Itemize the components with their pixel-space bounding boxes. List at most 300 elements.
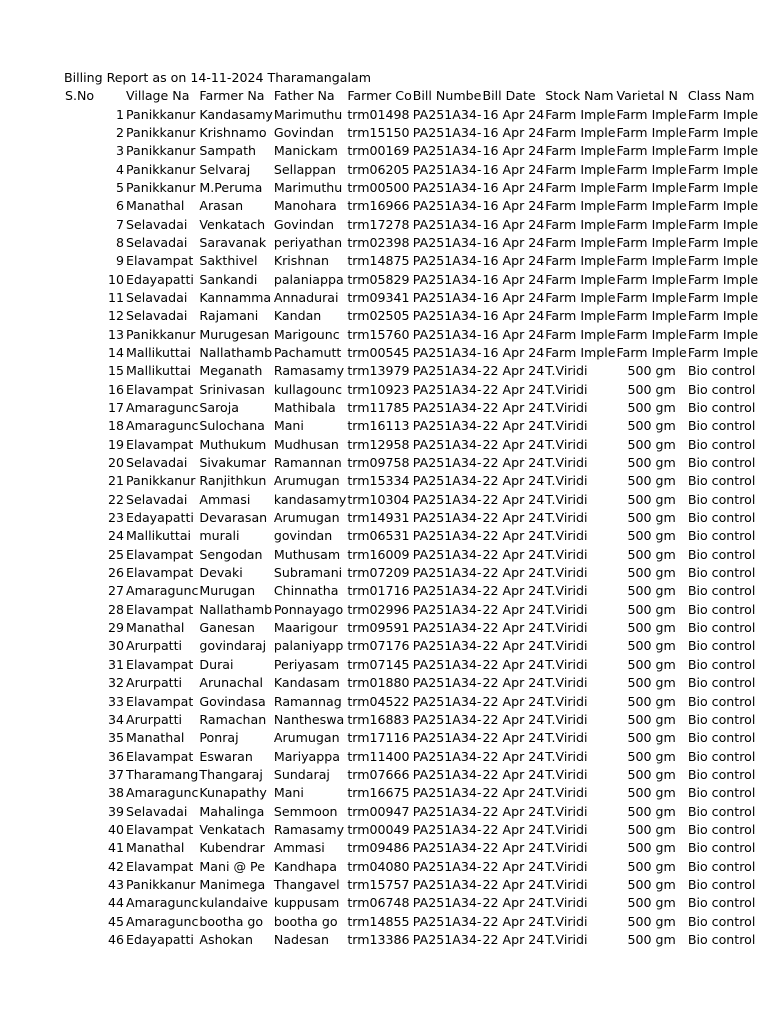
cell-sno: 39 — [107, 803, 124, 819]
cell-bill-number: PA251A34- — [412, 216, 482, 232]
cell-farmer-code: trm06531 — [347, 528, 410, 544]
cell-class-name: Bio control — [687, 620, 756, 636]
cell-sno: 17 — [107, 400, 124, 416]
cell-sno: 3 — [115, 143, 124, 159]
cell-class-name: Bio control — [687, 565, 756, 581]
cell-village-name: Amaragunc — [126, 583, 199, 599]
cell-stock-name: T.Viridi — [545, 528, 588, 544]
cell-stock-name: T.Viridi — [545, 693, 588, 709]
cell-bill-date: 22 Apr 24 — [482, 400, 545, 416]
cell-sno: 25 — [107, 546, 124, 562]
cell-farmer-name: Saroja — [199, 400, 239, 416]
cell-village-name: Tharamang — [126, 766, 199, 782]
cell-bill-date: 22 Apr 24 — [482, 675, 545, 691]
cell-class-name: Bio control — [687, 785, 756, 801]
cell-stock-name: T.Viridi — [545, 473, 588, 489]
cell-varietal-name: Farm Imple — [616, 216, 687, 232]
cell-class-name: Bio control — [687, 583, 756, 599]
cell-farmer-name: Mahalinga — [199, 803, 265, 819]
cell-farmer-code: trm00049 — [347, 821, 410, 837]
cell-father-name: Krishnan — [273, 253, 330, 269]
table-row — [64, 307, 758, 325]
cell-varietal-name: 500 gm — [627, 821, 676, 837]
cell-sno: 18 — [107, 418, 124, 434]
cell-bill-number: PA251A34- — [412, 748, 482, 764]
header-sno: S.No — [65, 88, 95, 104]
cell-sno: 15 — [107, 363, 124, 379]
cell-bill-date: 16 Apr 24 — [482, 216, 545, 232]
cell-village-name: Arurpatti — [126, 675, 183, 691]
cell-sno: 30 — [107, 638, 124, 654]
cell-bill-date: 22 Apr 24 — [482, 363, 545, 379]
cell-father-name: Periyasam — [273, 656, 340, 672]
cell-farmer-name: Durai — [199, 656, 234, 672]
cell-bill-date: 22 Apr 24 — [482, 601, 545, 617]
cell-sno: 34 — [107, 711, 124, 727]
cell-farmer-code: trm15334 — [347, 473, 410, 489]
cell-farmer-code: trm13386 — [347, 931, 410, 947]
cell-father-name: Subramani — [273, 565, 343, 581]
cell-stock-name: T.Viridi — [545, 601, 588, 617]
cell-sno: 2 — [115, 124, 124, 140]
cell-farmer-code: trm00545 — [347, 344, 410, 360]
cell-farmer-code: trm14855 — [347, 913, 410, 929]
table-row — [64, 711, 758, 729]
cell-village-name: Elavampat — [126, 656, 194, 672]
cell-stock-name: T.Viridi — [545, 455, 588, 471]
cell-class-name: Bio control — [687, 528, 756, 544]
cell-varietal-name: Farm Imple — [616, 308, 687, 324]
cell-farmer-name: Kannamma — [199, 289, 272, 305]
cell-class-name: Farm Imple — [687, 124, 759, 140]
cell-farmer-name: Sakthivel — [199, 253, 258, 269]
cell-village-name: Elavampat — [126, 436, 194, 452]
cell-father-name: Govindan — [273, 124, 334, 140]
cell-village-name: Selavadai — [126, 491, 188, 507]
cell-varietal-name: 500 gm — [627, 785, 676, 801]
cell-sno: 36 — [107, 748, 124, 764]
cell-farmer-name: murali — [199, 528, 240, 544]
cell-village-name: Elavampat — [126, 821, 194, 837]
cell-class-name: Bio control — [687, 546, 756, 562]
cell-class-name: Farm Imple — [687, 143, 759, 159]
cell-stock-name: T.Viridi — [545, 565, 588, 581]
cell-varietal-name: 500 gm — [627, 418, 676, 434]
cell-bill-number: PA251A34- — [412, 601, 482, 617]
cell-stock-name: T.Viridi — [545, 546, 588, 562]
cell-sno: 7 — [115, 216, 124, 232]
cell-class-name: Bio control — [687, 363, 756, 379]
cell-stock-name: T.Viridi — [545, 858, 588, 874]
cell-farmer-name: Nallathamb — [199, 344, 273, 360]
cell-varietal-name: 500 gm — [627, 803, 676, 819]
table-row — [64, 509, 758, 527]
cell-stock-name: T.Viridi — [545, 583, 588, 599]
cell-father-name: palaniyapp — [273, 638, 344, 654]
table-row — [64, 766, 758, 784]
cell-farmer-name: Meganath — [199, 363, 263, 379]
cell-bill-date: 22 Apr 24 — [482, 491, 545, 507]
cell-varietal-name: Farm Imple — [616, 143, 687, 159]
cell-stock-name: T.Viridi — [545, 491, 588, 507]
cell-father-name: Govindan — [273, 216, 334, 232]
cell-farmer-code: trm10923 — [347, 381, 410, 397]
cell-bill-number: PA251A34- — [412, 143, 482, 159]
cell-village-name: Panikkanur — [126, 161, 196, 177]
cell-farmer-name: Arasan — [199, 198, 244, 214]
cell-farmer-code: trm16675 — [347, 785, 410, 801]
table-row — [64, 362, 758, 380]
cell-bill-date: 16 Apr 24 — [482, 271, 545, 287]
cell-varietal-name: 500 gm — [627, 510, 676, 526]
cell-father-name: Mani — [273, 785, 304, 801]
cell-bill-date: 22 Apr 24 — [482, 418, 545, 434]
table-row — [64, 160, 758, 178]
cell-bill-number: PA251A34- — [412, 253, 482, 269]
cell-class-name: Farm Imple — [687, 326, 759, 342]
table-row — [64, 821, 758, 839]
cell-sno: 4 — [115, 161, 124, 177]
cell-bill-number: PA251A34- — [412, 895, 482, 911]
cell-class-name: Bio control — [687, 858, 756, 874]
cell-father-name: Annadurai — [273, 289, 339, 305]
cell-varietal-name: 500 gm — [627, 711, 676, 727]
cell-father-name: Manohara — [273, 198, 337, 214]
cell-class-name: Bio control — [687, 491, 756, 507]
cell-sno: 13 — [107, 326, 124, 342]
cell-varietal-name: Farm Imple — [616, 326, 687, 342]
cell-village-name: Elavampat — [126, 381, 194, 397]
cell-father-name: Mani — [273, 418, 304, 434]
cell-class-name: Bio control — [687, 840, 756, 856]
cell-stock-name: Farm Imple — [545, 271, 616, 287]
cell-village-name: Amaragunc — [126, 895, 199, 911]
cell-varietal-name: Farm Imple — [616, 179, 687, 195]
cell-father-name: Kandhapa — [273, 858, 337, 874]
cell-varietal-name: 500 gm — [627, 528, 676, 544]
cell-bill-number: PA251A34- — [412, 803, 482, 819]
cell-village-name: Selavadai — [126, 216, 188, 232]
cell-bill-date: 16 Apr 24 — [482, 326, 545, 342]
cell-bill-date: 22 Apr 24 — [482, 711, 545, 727]
cell-bill-number: PA251A34- — [412, 289, 482, 305]
cell-varietal-name: 500 gm — [627, 455, 676, 471]
cell-class-name: Bio control — [687, 931, 756, 947]
cell-father-name: Arumugan — [273, 730, 340, 746]
cell-stock-name: T.Viridi — [545, 766, 588, 782]
cell-farmer-code: trm17278 — [347, 216, 410, 232]
table-row — [64, 876, 758, 894]
cell-farmer-name: Devaki — [199, 565, 243, 581]
cell-bill-date: 22 Apr 24 — [482, 546, 545, 562]
cell-bill-number: PA251A34- — [412, 363, 482, 379]
cell-bill-number: PA251A34- — [412, 858, 482, 874]
cell-father-name: Kandasam — [273, 675, 340, 691]
cell-bill-number: PA251A34- — [412, 436, 482, 452]
cell-class-name: Bio control — [687, 510, 756, 526]
cell-class-name: Farm Imple — [687, 179, 759, 195]
cell-village-name: Selavadai — [126, 234, 188, 250]
cell-farmer-code: trm16113 — [347, 418, 410, 434]
cell-father-name: Arumugan — [273, 510, 340, 526]
cell-bill-date: 16 Apr 24 — [482, 234, 545, 250]
cell-village-name: Edayapatti — [126, 510, 194, 526]
cell-sno: 20 — [107, 455, 124, 471]
cell-varietal-name: Farm Imple — [616, 289, 687, 305]
cell-village-name: Selavadai — [126, 289, 188, 305]
table-row — [64, 197, 758, 215]
cell-bill-date: 22 Apr 24 — [482, 436, 545, 452]
table-row — [64, 417, 758, 435]
cell-class-name: Bio control — [687, 638, 756, 654]
table-row — [64, 674, 758, 692]
cell-farmer-code: trm09486 — [347, 840, 410, 856]
cell-sno: 24 — [107, 528, 124, 544]
cell-farmer-code: trm10304 — [347, 491, 410, 507]
table-row — [64, 802, 758, 820]
cell-bill-date: 22 Apr 24 — [482, 858, 545, 874]
cell-varietal-name: 500 gm — [627, 748, 676, 764]
table-row — [64, 784, 758, 802]
cell-bill-date: 16 Apr 24 — [482, 308, 545, 324]
cell-stock-name: Farm Imple — [545, 216, 616, 232]
cell-varietal-name: 500 gm — [627, 565, 676, 581]
cell-village-name: Elavampat — [126, 546, 194, 562]
cell-farmer-code: trm07666 — [347, 766, 410, 782]
cell-class-name: Bio control — [687, 913, 756, 929]
cell-farmer-code: trm06748 — [347, 895, 410, 911]
cell-sno: 23 — [107, 510, 124, 526]
cell-village-name: Manathal — [126, 198, 185, 214]
cell-bill-date: 16 Apr 24 — [482, 161, 545, 177]
cell-varietal-name: 500 gm — [627, 363, 676, 379]
cell-class-name: Farm Imple — [687, 271, 759, 287]
cell-father-name: Marimuthu — [273, 106, 343, 122]
cell-village-name: Elavampat — [126, 601, 194, 617]
cell-stock-name: T.Viridi — [545, 895, 588, 911]
cell-bill-date: 16 Apr 24 — [482, 179, 545, 195]
cell-bill-number: PA251A34- — [412, 455, 482, 471]
cell-village-name: Elavampat — [126, 693, 194, 709]
cell-father-name: palaniappa — [273, 271, 344, 287]
cell-farmer-code: trm16009 — [347, 546, 410, 562]
cell-sno: 28 — [107, 601, 124, 617]
cell-farmer-code: trm07209 — [347, 565, 410, 581]
cell-father-name: kullagounc — [273, 381, 343, 397]
cell-village-name: Panikkanur — [126, 473, 196, 489]
cell-farmer-code: trm02505 — [347, 308, 410, 324]
cell-farmer-code: trm01880 — [347, 675, 410, 691]
table-row — [64, 344, 758, 362]
billing-table — [64, 87, 758, 949]
header-farmer-name: Farmer Na — [199, 88, 265, 104]
table-row — [64, 839, 758, 857]
table-row — [64, 619, 758, 637]
cell-farmer-name: Manimega — [199, 876, 266, 892]
cell-sno: 27 — [107, 583, 124, 599]
table-row — [64, 692, 758, 710]
cell-varietal-name: 500 gm — [627, 895, 676, 911]
cell-farmer-code: trm16883 — [347, 711, 410, 727]
cell-village-name: Mallikuttai — [126, 344, 192, 360]
cell-varietal-name: 500 gm — [627, 601, 676, 617]
cell-class-name: Bio control — [687, 455, 756, 471]
cell-bill-date: 16 Apr 24 — [482, 124, 545, 140]
cell-class-name: Bio control — [687, 711, 756, 727]
cell-bill-number: PA251A34- — [412, 620, 482, 636]
cell-bill-number: PA251A34- — [412, 124, 482, 140]
header-class-name: Class Nam — [687, 88, 755, 104]
cell-farmer-code: trm11785 — [347, 400, 410, 416]
cell-bill-date: 22 Apr 24 — [482, 840, 545, 856]
cell-sno: 10 — [107, 271, 124, 287]
cell-bill-number: PA251A34- — [412, 491, 482, 507]
cell-village-name: Arurpatti — [126, 638, 183, 654]
cell-farmer-name: kulandaive — [199, 895, 268, 911]
cell-bill-number: PA251A34- — [412, 821, 482, 837]
cell-class-name: Bio control — [687, 418, 756, 434]
cell-farmer-code: trm02398 — [347, 234, 410, 250]
table-row — [64, 857, 758, 875]
cell-father-name: Marigounc — [273, 326, 340, 342]
cell-sno: 5 — [115, 179, 124, 195]
cell-stock-name: T.Viridi — [545, 913, 588, 929]
cell-farmer-name: Krishnamo — [199, 124, 267, 140]
table-row — [64, 436, 758, 454]
table-row — [64, 729, 758, 747]
cell-farmer-name: Ramachan — [199, 711, 267, 727]
cell-sno: 35 — [107, 730, 124, 746]
cell-sno: 1 — [115, 106, 124, 122]
cell-father-name: Maarigour — [273, 620, 338, 636]
cell-farmer-code: trm00169 — [347, 143, 410, 159]
cell-father-name: periyathan — [273, 234, 343, 250]
cell-farmer-code: trm01498 — [347, 106, 410, 122]
cell-class-name: Bio control — [687, 656, 756, 672]
cell-farmer-name: Muthukum — [199, 436, 267, 452]
cell-varietal-name: 500 gm — [627, 931, 676, 947]
cell-stock-name: Farm Imple — [545, 106, 616, 122]
cell-stock-name: T.Viridi — [545, 821, 588, 837]
cell-bill-date: 22 Apr 24 — [482, 473, 545, 489]
cell-stock-name: T.Viridi — [545, 620, 588, 636]
cell-farmer-name: Venkatach — [199, 821, 266, 837]
cell-village-name: Panikkanur — [126, 179, 196, 195]
cell-farmer-code: trm15150 — [347, 124, 410, 140]
cell-farmer-name: Kubendrar — [199, 840, 265, 856]
cell-varietal-name: Farm Imple — [616, 124, 687, 140]
cell-stock-name: Farm Imple — [545, 344, 616, 360]
cell-village-name: Elavampat — [126, 748, 194, 764]
cell-village-name: Elavampat — [126, 565, 194, 581]
cell-stock-name: T.Viridi — [545, 638, 588, 654]
cell-sno: 33 — [107, 693, 124, 709]
cell-class-name: Farm Imple — [687, 216, 759, 232]
cell-class-name: Bio control — [687, 693, 756, 709]
cell-bill-date: 22 Apr 24 — [482, 565, 545, 581]
cell-bill-number: PA251A34- — [412, 198, 482, 214]
cell-varietal-name: Farm Imple — [616, 106, 687, 122]
table-row — [64, 527, 758, 545]
cell-farmer-name: M.Peruma — [199, 179, 263, 195]
cell-father-name: Mathibala — [273, 400, 336, 416]
cell-bill-number: PA251A34- — [412, 766, 482, 782]
table-header-row — [64, 87, 758, 105]
cell-varietal-name: Farm Imple — [616, 253, 687, 269]
cell-farmer-code: trm09758 — [347, 455, 410, 471]
cell-sno: 37 — [107, 766, 124, 782]
cell-father-name: kuppusam — [273, 895, 340, 911]
cell-farmer-code: trm12958 — [347, 436, 410, 452]
cell-farmer-name: Mani @ Pe — [199, 858, 265, 874]
cell-father-name: Sellappan — [273, 161, 336, 177]
cell-stock-name: Farm Imple — [545, 326, 616, 342]
cell-varietal-name: Farm Imple — [616, 161, 687, 177]
cell-stock-name: T.Viridi — [545, 436, 588, 452]
cell-stock-name: Farm Imple — [545, 179, 616, 195]
cell-farmer-name: Sankandi — [199, 271, 258, 287]
cell-sno: 14 — [107, 344, 124, 360]
cell-bill-date: 16 Apr 24 — [482, 198, 545, 214]
cell-stock-name: T.Viridi — [545, 510, 588, 526]
cell-bill-date: 22 Apr 24 — [482, 803, 545, 819]
cell-bill-number: PA251A34- — [412, 546, 482, 562]
cell-varietal-name: 500 gm — [627, 840, 676, 856]
cell-father-name: Ramasamy — [273, 363, 345, 379]
cell-farmer-code: trm14931 — [347, 510, 410, 526]
cell-sno: 16 — [107, 381, 124, 397]
cell-class-name: Bio control — [687, 473, 756, 489]
cell-farmer-name: Ponraj — [199, 730, 239, 746]
cell-farmer-code: trm11400 — [347, 748, 410, 764]
cell-bill-number: PA251A34- — [412, 565, 482, 581]
cell-village-name: Mallikuttai — [126, 528, 192, 544]
cell-farmer-code: trm07145 — [347, 656, 410, 672]
cell-bill-date: 16 Apr 24 — [482, 289, 545, 305]
table-row — [64, 215, 758, 233]
cell-sno: 11 — [107, 289, 124, 305]
cell-bill-number: PA251A34- — [412, 381, 482, 397]
cell-sno: 8 — [115, 234, 124, 250]
cell-farmer-name: Murugan — [199, 583, 256, 599]
header-farmer-code: Farmer Co — [347, 88, 412, 104]
cell-varietal-name: 500 gm — [627, 675, 676, 691]
cell-stock-name: Farm Imple — [545, 124, 616, 140]
cell-farmer-name: Devarasan — [199, 510, 268, 526]
cell-bill-date: 22 Apr 24 — [482, 455, 545, 471]
cell-farmer-name: Ranjithkun — [199, 473, 267, 489]
cell-stock-name: Farm Imple — [545, 198, 616, 214]
table-row — [64, 270, 758, 288]
cell-varietal-name: 500 gm — [627, 400, 676, 416]
cell-bill-number: PA251A34- — [412, 161, 482, 177]
table-row — [64, 381, 758, 399]
cell-stock-name: Farm Imple — [545, 161, 616, 177]
cell-varietal-name: 500 gm — [627, 381, 676, 397]
header-village-name: Village Na — [126, 88, 190, 104]
cell-varietal-name: Farm Imple — [616, 198, 687, 214]
cell-varietal-name: 500 gm — [627, 876, 676, 892]
cell-village-name: Selavadai — [126, 308, 188, 324]
cell-bill-date: 22 Apr 24 — [482, 785, 545, 801]
cell-bill-number: PA251A34- — [412, 179, 482, 195]
cell-farmer-code: trm15760 — [347, 326, 410, 342]
table-row — [64, 656, 758, 674]
cell-varietal-name: 500 gm — [627, 546, 676, 562]
cell-farmer-name: Sulochana — [199, 418, 265, 434]
cell-stock-name: Farm Imple — [545, 234, 616, 250]
cell-varietal-name: 500 gm — [627, 620, 676, 636]
